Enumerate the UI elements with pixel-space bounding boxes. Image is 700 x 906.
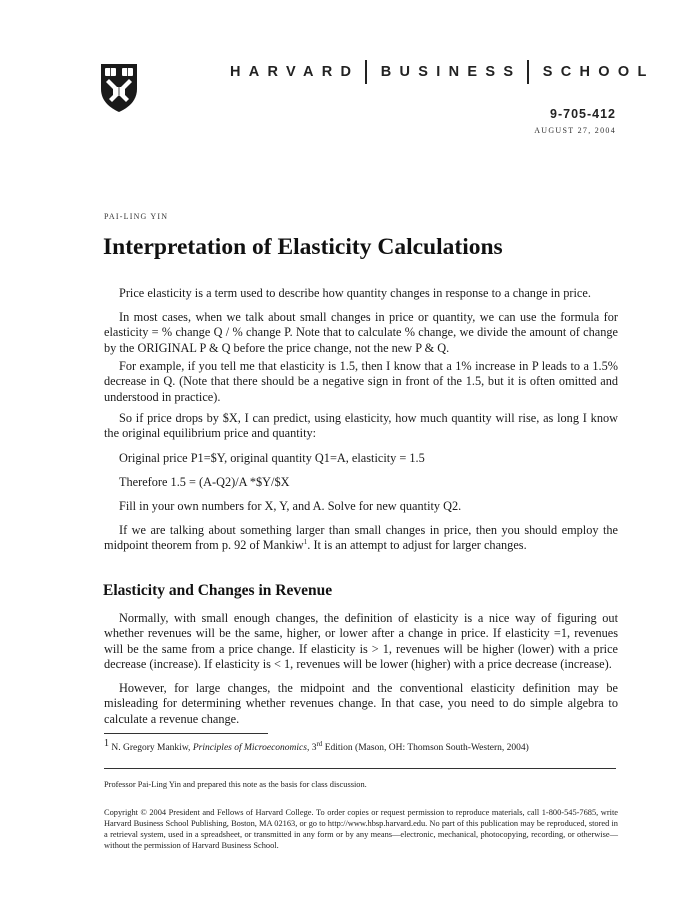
- paragraph-revenue: Normally, with small enough changes, the definition of elasticity is a nice way of figuring out whether revenues will be the same, higher, or lower after a change in price. If elasticity =1, revenues will be the same from a price change. If elasticity is > 1, revenues will be higher (lower) with a price decrease (increase). If elasticity is < 1, revenues will be lower (higher) with a price decrease (increase).: [104, 611, 618, 671]
- document-number: 9-705-412: [550, 107, 616, 121]
- author-line: PAI-LING YIN: [104, 212, 169, 221]
- footer-separator: [104, 768, 616, 769]
- paragraph-therefore: Therefore 1.5 = (A-Q2)/A *$Y/$X: [119, 475, 290, 489]
- footnote-edition: , 3: [306, 743, 317, 753]
- paragraph-example: For example, if you tell me that elasticity is 1.5, then I know that a 1% increase in P leads to a 1.5% decrease in Q. (Note that there should be a negative sign in front of the 1.5, but it is often omitted and understood in practice).: [104, 359, 618, 404]
- prepared-by-note: Professor Pai-Ling Yin and prepared this note as the basis for class discussion.: [104, 780, 367, 789]
- section-heading-revenue: Elasticity and Changes in Revenue: [103, 582, 333, 599]
- wordmark-divider: [365, 60, 367, 84]
- footnote-edition-suffix: rd: [316, 739, 323, 748]
- paragraph-original-price: Original price P1=$Y, original quantity Q1=A, elasticity = 1.5: [119, 451, 425, 465]
- wordmark-divider: [527, 60, 529, 84]
- footnote: [104, 737, 529, 753]
- footnote-separator: [104, 733, 268, 734]
- midpoint-text-end: . It is an attempt to adjust for larger changes.: [307, 538, 527, 553]
- harvard-shield-logo: [100, 63, 138, 113]
- page-title: Interpretation of Elasticity Calculations: [103, 234, 503, 260]
- harvard-business-school-wordmark: [230, 60, 655, 84]
- footnote-author: N. Gregory Mankiw,: [111, 743, 193, 753]
- paragraph-price-drop: So if price drops by $X, I can predict, using elasticity, how much quantity will rise, as long I know the original equilibrium price and quantity:: [104, 411, 618, 441]
- footnote-book-title: Principles of Microeconomics: [192, 743, 307, 753]
- wordmark-harvard: HARVARD: [230, 64, 360, 80]
- paragraph-intro: Price elasticity is a term used to describe how quantity changes in response to a change in price.: [119, 286, 591, 300]
- paragraph-midpoint: [104, 523, 618, 554]
- footnote-ref: 1: [303, 538, 308, 547]
- paragraph-large-changes: However, for large changes, the midpoint and the conventional elasticity definition may be misleading for determining whether revenues change. In that case, you need to do simple algebra to calculate a revenue change.: [104, 681, 618, 726]
- document-date: AUGUST 27, 2004: [534, 126, 616, 135]
- copyright-notice: Copyright © 2004 President and Fellows of Harvard College. To order copies or request permission to reproduce materials, call 1-800-545-7685, write Harvard Business School Publishing, Boston, MA 02163, or go to http://www.hbsp.harvard.edu. No part of this publication may be reproduced, stored in a retrieval system, used in a spreadsheet, or transmitted in any form or by any means—electronic, mechanical, photocopying, recording, or otherwise—without the permission of Harvard Business School.: [104, 808, 618, 850]
- footnote-publisher: Edition (Mason, OH: Thomson South-Western, 2004): [322, 743, 529, 753]
- wordmark-business: BUSINESS: [380, 64, 522, 80]
- midpoint-text: If we are talking about something larger than small changes in price, then you should employ the midpoint theorem from p. 92 of Mankiw: [104, 523, 618, 553]
- wordmark-school: SCHOOL: [542, 64, 655, 80]
- paragraph-formula: In most cases, when we talk about small changes in price or quantity, we can use the formula for elasticity = % change Q / % change P. Note that to calculate % change, we divide the amount of change by the ORIGINAL P & Q before the price change, not the new P & Q.: [104, 310, 618, 355]
- footnote-number: 1: [104, 737, 109, 749]
- paragraph-fill-in: Fill in your own numbers for X, Y, and A. Solve for new quantity Q2.: [119, 499, 462, 513]
